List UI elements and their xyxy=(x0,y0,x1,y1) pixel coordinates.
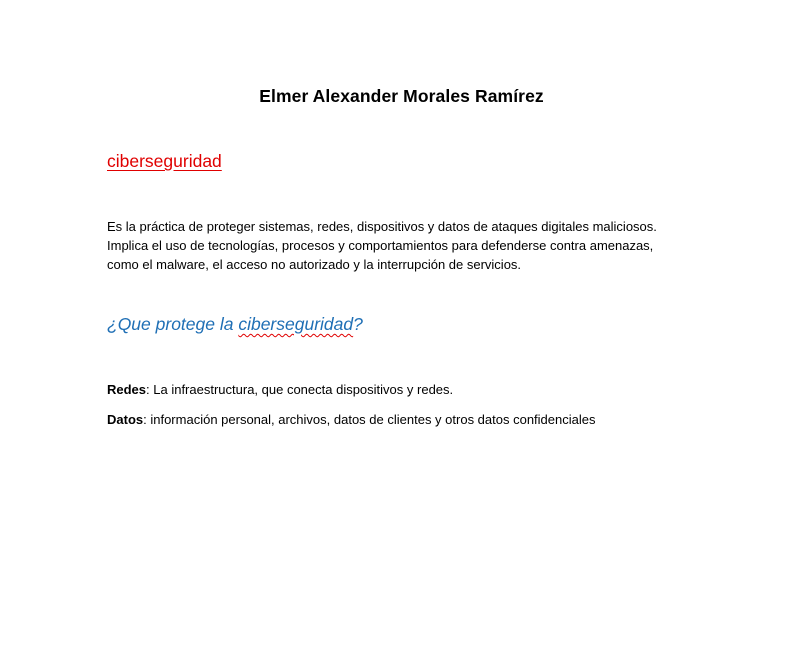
paragraph-line: Implica el uso de tecnologías, procesos y comportamientos para defenderse contra amenazas, xyxy=(107,238,654,253)
list-item-text: : información personal, archivos, datos de clientes y otros datos confidenciales xyxy=(143,412,596,427)
heading-suffix: ? xyxy=(353,314,363,334)
paragraph-line: Es la práctica de proteger sistemas, redes, dispositivos y datos de ataques digitales maliciosos. xyxy=(107,219,657,234)
protection-list xyxy=(107,380,757,429)
document-title: Elmer Alexander Morales Ramírez xyxy=(259,86,544,106)
misspelled-word: ciberseguridad xyxy=(238,314,354,334)
list-item-redes xyxy=(107,380,757,399)
section-heading-ciberseguridad: ciberseguridad xyxy=(107,151,222,171)
paragraph-line: como el malware, el acceso no autorizado y la interrupción de servicios. xyxy=(107,257,522,272)
list-item-text: : La infraestructura, que conecta dispositivos y redes. xyxy=(146,382,454,397)
list-item-term: Datos xyxy=(107,412,144,427)
list-item-datos xyxy=(107,410,757,429)
list-item-term: Redes xyxy=(107,382,147,397)
heading-prefix: ¿Que protege la xyxy=(107,314,239,334)
definition-paragraph xyxy=(107,217,707,274)
section-heading-que-protege xyxy=(107,314,363,335)
